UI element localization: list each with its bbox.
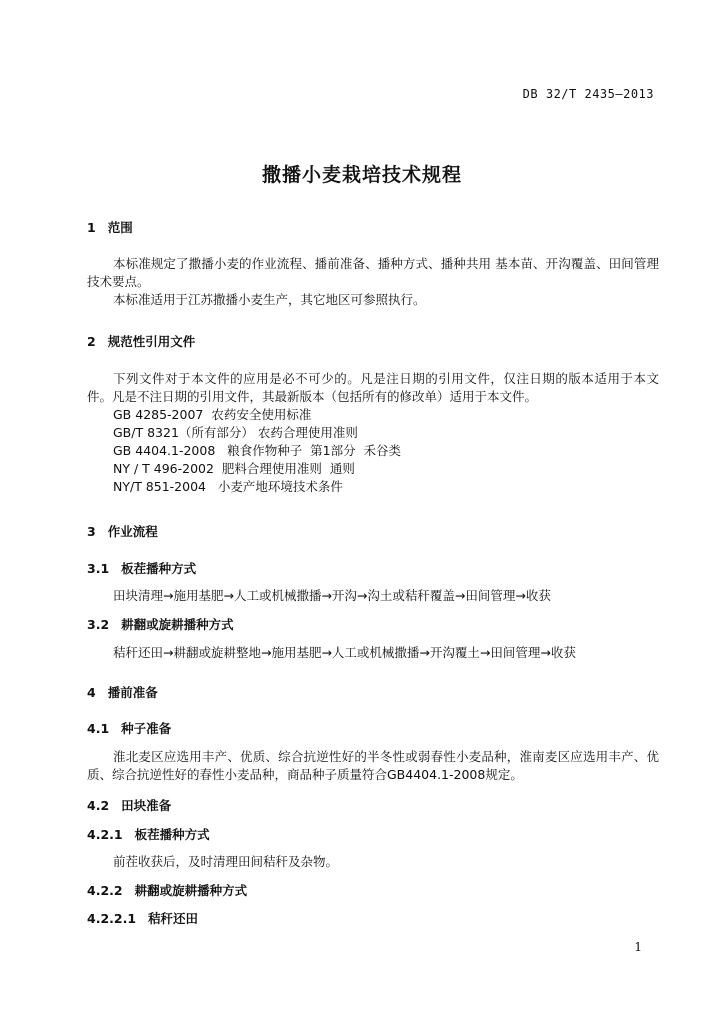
- section-1-body: [87, 255, 659, 309]
- paragraph: 前茬收获后，及时清理田间秸秆及杂物。: [113, 854, 339, 869]
- paragraph: 本标准规定了撒播小麦的作业流程、播前准备、播种方式、播种共用 基本苗、开沟覆盖、田间管理技术要点。: [87, 256, 659, 289]
- section-number: 4.2: [87, 798, 110, 813]
- section-title: 板茬播种方式: [134, 827, 210, 842]
- section-2-body: [87, 370, 659, 496]
- section-number: 1: [87, 220, 96, 235]
- section-title: 耕翻或旋耕播种方式: [121, 617, 234, 632]
- page-number: 1: [634, 940, 642, 954]
- section-number: 3: [87, 524, 96, 539]
- section-title: 作业流程: [107, 524, 158, 539]
- section-title: 秸秆还田: [148, 911, 199, 926]
- section-number: 4: [87, 685, 96, 700]
- reference-item: GB/T 8321（所有部分） 农药合理使用准则: [113, 425, 358, 440]
- section-3-heading: [87, 523, 659, 541]
- section-4-2-1-heading: [87, 826, 659, 844]
- section-number: 4.1: [87, 721, 110, 736]
- flow-text: 秸秆还田→耕翻或旋耕整地→施用基肥→人工或机械撒播→开沟覆土→田间管理→收获: [113, 645, 576, 660]
- paragraph: 淮北麦区应选用丰产、优质、综合抗逆性好的半冬性或弱春性小麦品种，淮南麦区应选用丰产、优质、综合抗逆性好的春性小麦品种，商品种子质量符合GB4404.1-2008规定。: [87, 749, 659, 782]
- reference-item: GB 4285-2007 农药安全使用标准: [113, 407, 312, 422]
- section-4-2-2-1-heading: [87, 910, 659, 928]
- section-title: 规范性引用文件: [107, 334, 196, 349]
- section-3-1-heading: [87, 560, 659, 578]
- reference-item: GB 4404.1-2008 粮食作物种子 第1部分 禾谷类: [113, 443, 402, 458]
- section-title: 板茬播种方式: [121, 561, 197, 576]
- section-4-1-heading: [87, 720, 659, 738]
- section-number: 2: [87, 334, 96, 349]
- section-number: 4.2.1: [87, 827, 123, 842]
- section-number: 4.2.2: [87, 883, 123, 898]
- reference-item: NY / T 496-2002 肥料合理使用准则 通则: [113, 461, 355, 476]
- document-code: DB 32/T 2435—2013: [522, 87, 654, 101]
- section-title: 播前准备: [107, 685, 158, 700]
- section-1-heading: [87, 219, 659, 237]
- section-number: 3.1: [87, 561, 110, 576]
- section-title: 耕翻或旋耕播种方式: [134, 883, 248, 898]
- section-number: 3.2: [87, 617, 110, 632]
- section-4-heading: [87, 684, 659, 702]
- paragraph: 本标准适用于江苏撒播小麦生产，其它地区可参照执行。: [113, 292, 426, 307]
- section-4-2-2-heading: [87, 882, 659, 900]
- section-title: 范围: [107, 220, 133, 235]
- paragraph: 下列文件对于本文件的应用是必不可少的。凡是注日期的引用文件，仅注日期的版本适用于本文件。凡是不注日期的引用文件，其最新版本（包括所有的修改单）适用于本文件。: [87, 371, 659, 404]
- section-title: 田块准备: [121, 798, 172, 813]
- section-number: 4.2.2.1: [87, 911, 137, 926]
- section-2-heading: [87, 333, 659, 351]
- section-title: 种子准备: [121, 721, 172, 736]
- page-title: 撒播小麦栽培技术规程: [261, 164, 462, 186]
- reference-item: NY/T 851-2004 小麦产地环境技术条件: [113, 479, 343, 494]
- section-4-2-heading: [87, 797, 659, 815]
- flow-text: 田块清理→施用基肥→人工或机械撒播→开沟→沟土或秸秆覆盖→田间管理→收获: [113, 588, 551, 603]
- section-3-2-heading: [87, 616, 659, 634]
